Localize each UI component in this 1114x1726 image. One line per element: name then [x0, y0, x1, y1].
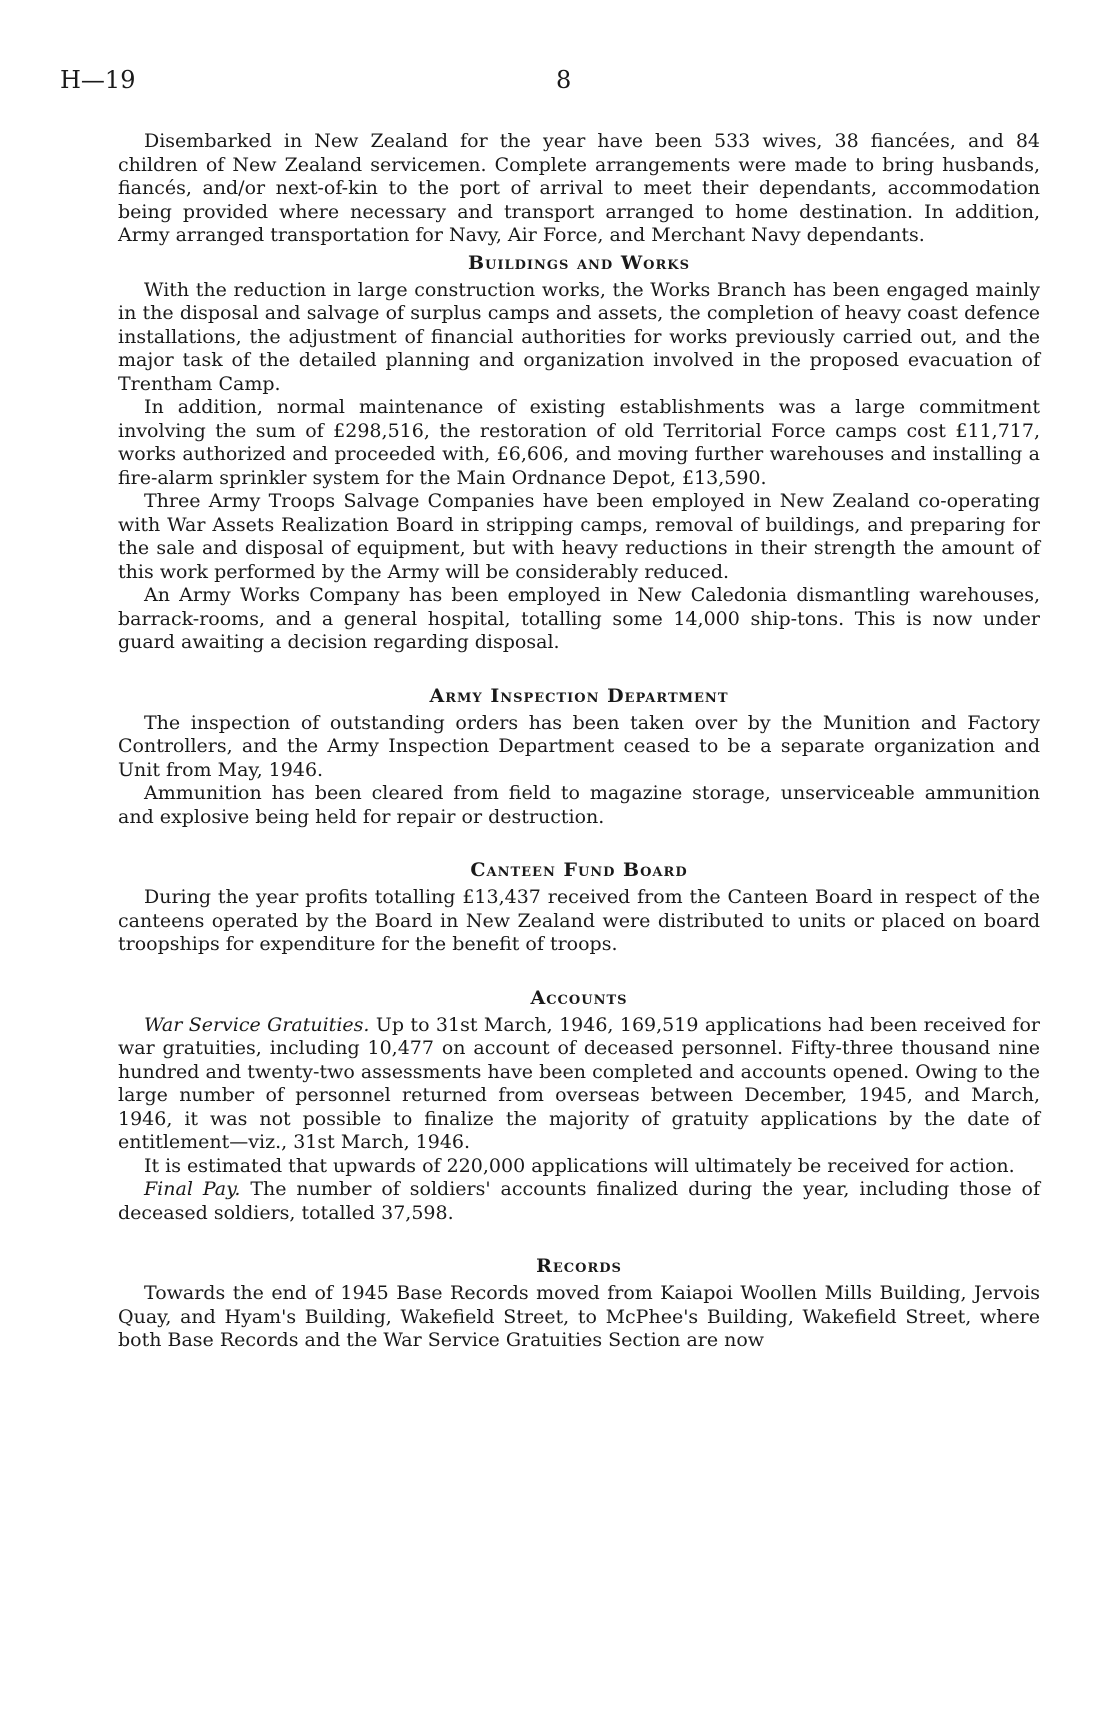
page-number: 8: [556, 66, 572, 94]
document-reference: H—19: [60, 66, 136, 94]
accounts-paragraph-2: It is estimated that upwards of 220,000 applications will ultimately be received for action.: [144, 1154, 1015, 1177]
inspection-paragraph-2: Ammunition has been cleared from field to magazine storage, unserviceable ammunition and explosive being held for repair or destruction.: [118, 782, 1040, 828]
buildings-paragraph-3: Three Army Troops Salvage Companies have been employed in New Zealand co-operating with War Assets Realization Board in stripping camps, removal of buildings, and preparing for the sale and disposal of equipment, but with heavy reductions in their strength the amount of this work performed by the Army will be considerably reduced.: [118, 490, 1040, 583]
final-pay-subheading: Final Pay.: [144, 1178, 241, 1200]
section-heading-records: Records: [536, 1255, 622, 1277]
gratuities-text: Up to 31st March, 1946, 169,519 applications had been received for war gratuities, including 10,477 on account of deceased personnel. Fifty-three thousand nine hundred and twenty-two assessments have been completed and accounts opened. Owing to the large number of personnel returned from overseas between December, 1945, and March, 1946, it was not possible to finalize the majority of gratuity applications by the date of entitlement—viz., 31st March, 1946.: [118, 1013, 1040, 1153]
intro-paragraph: Disembarked in New Zealand for the year have been 533 wives, 38 fiancées, and 84 children of New Zealand servicemen. Complete arrangements were made to bring husbands, fiancés, and/or next-of-kin to the port of arrival to meet their dependants, accommodation being provided where necessary and transport arranged to home destination. In addition, Army arranged transportation for Navy, Air Force, and Merchant Navy dependants.: [118, 130, 1040, 246]
section-heading-inspection: Army Inspection Department: [429, 684, 729, 707]
final-pay-text: The number of soldiers' accounts finalized during the year, including those of deceased soldiers, totalled 37,598.: [118, 1178, 1041, 1224]
accounts-paragraph-3: [118, 1178, 1040, 1225]
accounts-paragraph-1: [118, 1014, 1040, 1155]
buildings-paragraph-1: With the reduction in large construction works, the Works Branch has been engaged mainly in the disposal and salvage of surplus camps and assets, the completion of heavy coast defence installations, the adjustment of financial authorities for works previously carried out, and the major task of the detailed planning and organization involved in the proposed evacuation of Trentham Camp.: [118, 278, 1040, 395]
section-heading-buildings: Buildings and Works: [468, 251, 690, 274]
page-header: [60, 66, 1040, 98]
gratuities-subheading: War Service Gratuities.: [144, 1013, 370, 1036]
records-paragraph-1: Towards the end of 1945 Base Records moved from Kaiapoi Woollen Mills Building, Jervois Quay, and Hyam's Building, Wakefield Street, to McPhee's Building, Wakefield Street, where both Base Records and the War Service Gratuities Section are now: [118, 1282, 1040, 1351]
page-body: [118, 130, 1040, 1353]
canteen-paragraph-1: During the year profits totalling £13,437 received from the Canteen Board in respect of the canteens operated by the Board in New Zealand were distributed to units or placed on board troopships for expenditure for the benefit of troops.: [118, 886, 1040, 955]
buildings-paragraph-2: In addition, normal maintenance of existing establishments was a large commitment involving the sum of £298,516, the restoration of old Territorial Force camps cost £11,717, works authorized and proceeded with, £6,606, and moving further warehouses and installing a fire-alarm sprinkler system for the Main Ordnance Depot, £13,590.: [118, 396, 1040, 489]
buildings-paragraph-4: An Army Works Company has been employed in New Caledonia dismantling warehouses, barrack-rooms, and a general hospital, totalling some 14,000 ship-tons. This is now under guard awaiting a decision regarding disposal.: [118, 584, 1040, 653]
section-heading-canteen: Canteen Fund Board: [470, 859, 688, 881]
section-heading-accounts: Accounts: [530, 986, 628, 1009]
inspection-paragraph-1: The inspection of outstanding orders has been taken over by the Munition and Factory Controllers, and the Army Inspection Department ceased to be a separate organization and Unit from May, 1946.: [118, 711, 1040, 781]
